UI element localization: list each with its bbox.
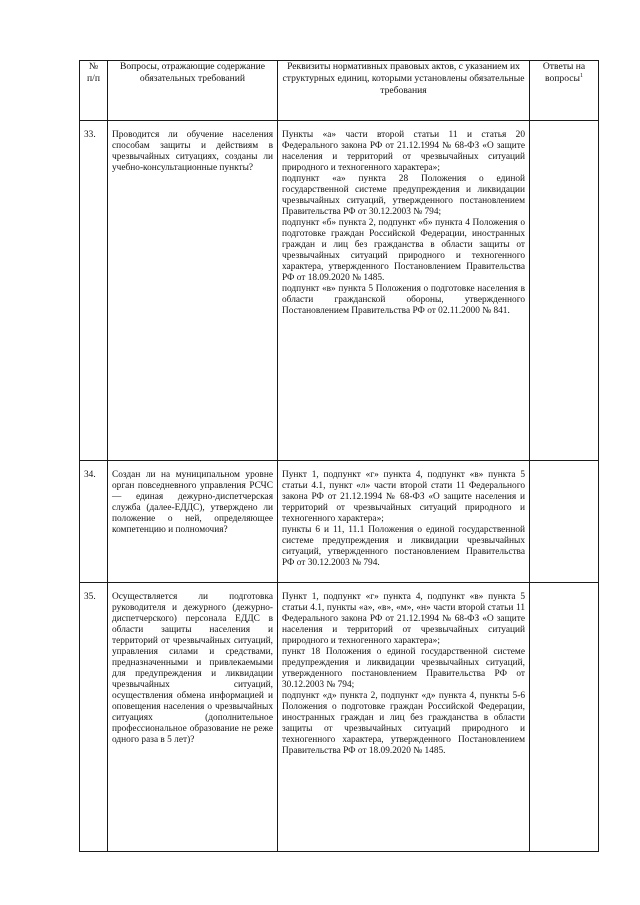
table-row bbox=[80, 461, 599, 583]
header-questions: Вопросы, отражающие содержание обязательных требований bbox=[108, 61, 278, 121]
header-num: № п/п bbox=[80, 61, 108, 121]
footnote-marker: 1 bbox=[579, 72, 583, 79]
row-number: 34. bbox=[80, 461, 108, 583]
header-references: Реквизиты нормативных правовых актов, с указанием их структурных единиц, которыми установлены обязательные требования bbox=[278, 61, 530, 121]
reference-item: подпункт «в» пункта 5 Положения о подготовке населения в области гражданской обороны, утвержденного Постановлением Правительства РФ от 02.11.2000 № 841. bbox=[282, 284, 525, 316]
header-answers: Ответы на вопросы$^1$ bbox=[530, 61, 599, 121]
reference-item: подпункт «б» пункта 2, подпункт «б» пункта 4 Положения о подготовке граждан Российской Федерации, иностранных граждан и лиц без гражданства в области защиты от чрезвычайных ситуаций природного и техногенного характера, утвержденного Постановлением Правительства РФ от 18.09.2020 № 1485. bbox=[282, 218, 525, 283]
requirements-table bbox=[79, 60, 599, 852]
reference-item: подпункт «а» пункта 28 Положения о единой государственной системе предупреждения и ликвидации чрезвычайных ситуаций, утвержденного постановлением Правительства РФ от 30.12.2003 № 794; bbox=[282, 174, 525, 217]
row-answer bbox=[530, 583, 599, 852]
row-references bbox=[278, 121, 530, 461]
reference-item: пункты 6 и 11, 11.1 Положения о единой государственной системе предупреждения и ликвидации чрезвычайных ситуаций, утвержденного постановлением Правительства РФ от 30.12.2003 № 794. bbox=[282, 525, 525, 568]
reference-item: Пункт 1, подпункт «г» пункта 4, подпункт «в» пункта 5 статьи 4.1, пункт «л» части второй стати 11 Федерального закона РФ от 21.12.1994 № 68-ФЗ «О защите населения и территорий от чрезвычайных ситуаций природного и техногенного характера»; bbox=[282, 470, 525, 524]
table-header-row bbox=[80, 61, 599, 121]
row-number: 33. bbox=[80, 121, 108, 461]
table-row bbox=[80, 121, 599, 461]
reference-item: подпункт «д» пункта 2, подпункт «д» пункта 4, пункты 5-6 Положения о подготовке граждан Российской Федерации, иностранных граждан и лиц без гражданства в области защиты от чрезвычайных ситуаций природного и техногенного характера, утвержденного Постановлением Правительства РФ от 18.09.2020 № 1485. bbox=[282, 691, 525, 756]
row-references bbox=[278, 461, 530, 583]
row-references bbox=[278, 583, 530, 852]
row-question: Осуществляется ли подготовка руководителя и дежурного (дежурно-диспетчерского) персонала ЕДДС в области защиты населения и территорий от чрезвычайных ситуаций, управления силами и средствами, предназначенными и привлекаемыми для предупреждения и ликвидации чрезвычайных ситуаций, осуществления обмена информацией и оповещения населения о чрезвычайных ситуациях (дополнительное профессиональное образование не реже одного раза в 5 лет)? bbox=[108, 583, 278, 852]
row-number: 35. bbox=[80, 583, 108, 852]
table-row bbox=[80, 583, 599, 852]
row-answer bbox=[530, 461, 599, 583]
reference-item: пункт 18 Положения о единой государственной системе предупреждения и ликвидации чрезвычайных ситуаций, утвержденного постановлением Правительства РФ от 30.12.2003 № 794; bbox=[282, 647, 525, 690]
row-answer bbox=[530, 121, 599, 461]
row-question: Создан ли на муниципальном уровне орган повседневного управления РСЧС — единая дежурно-диспетчерская служба (далее-ЕДДС), утверждено ли положение о ней, определяющее компетенцию и полномочия? bbox=[108, 461, 278, 583]
row-question: Проводится ли обучение населения способам защиты и действиям в чрезвычайных ситуациях, созданы ли учебно-консультационные пункты? bbox=[108, 121, 278, 461]
reference-item: Пункты «а» части второй статьи 11 и статья 20 Федерального закона РФ от 21.12.1994 № 68-ФЗ «О защите населения и территорий от чрезвычайных ситуаций природного и техногенного характера»; bbox=[282, 130, 525, 173]
reference-item: Пункт 1, подпункт «г» пункта 4, подпункт «в» пункта 5 статьи 4.1, пункты «а», «в», «м», «н» части второй статьи 11 Федерального закона РФ от 21.12.1994 № 68-ФЗ «О защите населения и территорий от чрезвычайных ситуаций природного и техногенного характера»; bbox=[282, 592, 525, 646]
